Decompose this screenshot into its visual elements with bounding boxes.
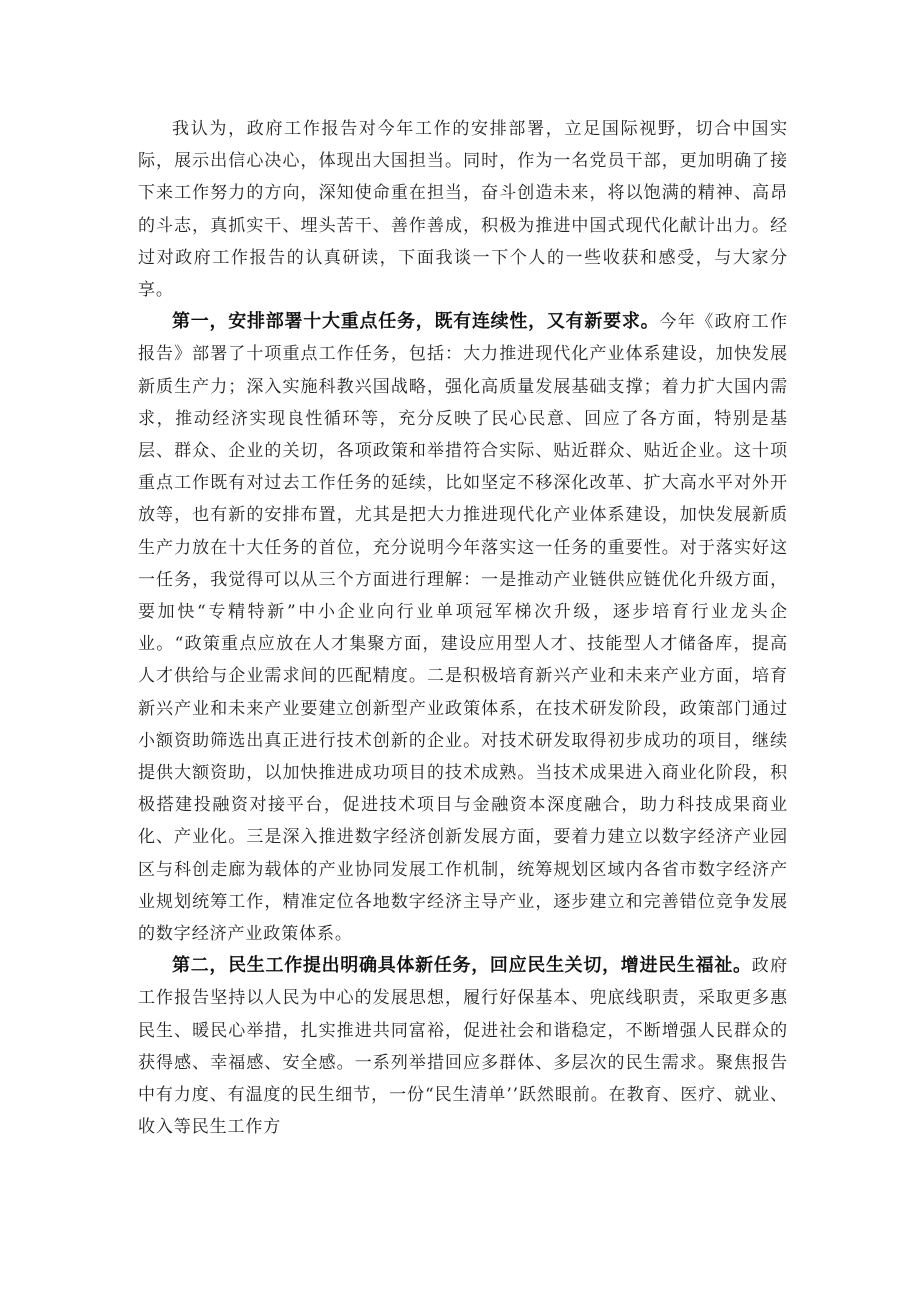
paragraph-body: 今年《政府工作报告》部署了十项重点工作任务，包括：大力推进现代化产业体系建设，加快发展新质生产力；深入实施科教兴国战略，强化高质量发展基础支撑；着力扩大国内需求，推动经济实现良性循环等，充分反映了民心民意、回应了各方面，特别是基层、群众、企业的关切，各项政策和举措符合实际、贴近群众、贴近企业。这十项重点工作既有对过去工作任务的延续，比如坚定不移深化改革、扩大高水平对外开放等，也有新的安排布置，尤其是把大力推进现代化产业体系建设，加快发展新质生产力放在十大任务的首位，充分说明今年落实这一任务的重要性。对于落实好这一任务，我觉得可以从三个方面进行理解：一是推动产业链供应链优化升级方面，要加快“专精特新”中小企业向行业单项冠军梯次升级，逐步培育行业龙头企业。“政策重点应放在人才集聚方面，建设应用型人才、技能型人才储备库，提高人才供给与企业需求间的匹配精度。二是积极培育新兴产业和未来产业方面，培育新兴产业和未来产业要建立创新型产业政策体系，在技术研发阶段，政策部门通过小额资助筛选出真正进行技术创新的企业。对技术研发取得初步成功的项目，继续提供大额资助，以加快推进成功项目的技术成熟。当技术成果进入商业化阶段，积极搭建投融资对接平台，促进技术项目与金融资本深度融合，助力科技成果商业化、产业化。三是深入推进数字经济创新发展方面，要着力建立以数字经济产业园区与科创走廊为载体的产业协同发展工作机制，统筹规划区域内各省市数字经济产业规划统筹工作，精准定位各地数字经济主导产业，逐步建立和完善错位竞争发展的数字经济产业政策体系。: [138, 312, 788, 945]
paragraph-first-point: [138, 306, 788, 950]
paragraph-second-point: [138, 950, 788, 1143]
paragraph-lead-heading: 第二，民生工作提出明确具体新任务，回应民生关切，增进民生福祉。: [172, 955, 752, 977]
paragraph-lead-heading: 第一，安排部署十大重点任务，既有连续性，又有新要求。: [172, 311, 660, 333]
paragraph-intro: [138, 113, 788, 306]
paragraph-body: 我认为，政府工作报告对今年工作的安排部署，立足国际视野，切合中国实际，展示出信心决心，体现出大国担当。同时，作为一名党员干部，更加明确了接下来工作努力的方向，深知使命重在担当，奋斗创造未来，将以饱满的精神、高昂的斗志，真抓实干、埋头苦干、善作善成，积极为推进中国式现代化献计出力。经过对政府工作报告的认真研读，下面我谈一下个人的一些收获和感受，与大家分享。: [138, 119, 788, 301]
paragraph-body: 政府工作报告坚持以人民为中心的发展思想，履行好保基本、兜底线职责，采取更多惠民生、暖民心举措，扎实推进共同富裕，促进社会和谐稳定，不断增强人民群众的获得感、幸福感、安全感。一系列举措回应多群体、多层次的民生需求。聚焦报告中有力度、有温度的民生细节，一份“民生清单’’跃然眼前。在教育、医疗、就业、收入等民生工作方: [138, 956, 788, 1138]
